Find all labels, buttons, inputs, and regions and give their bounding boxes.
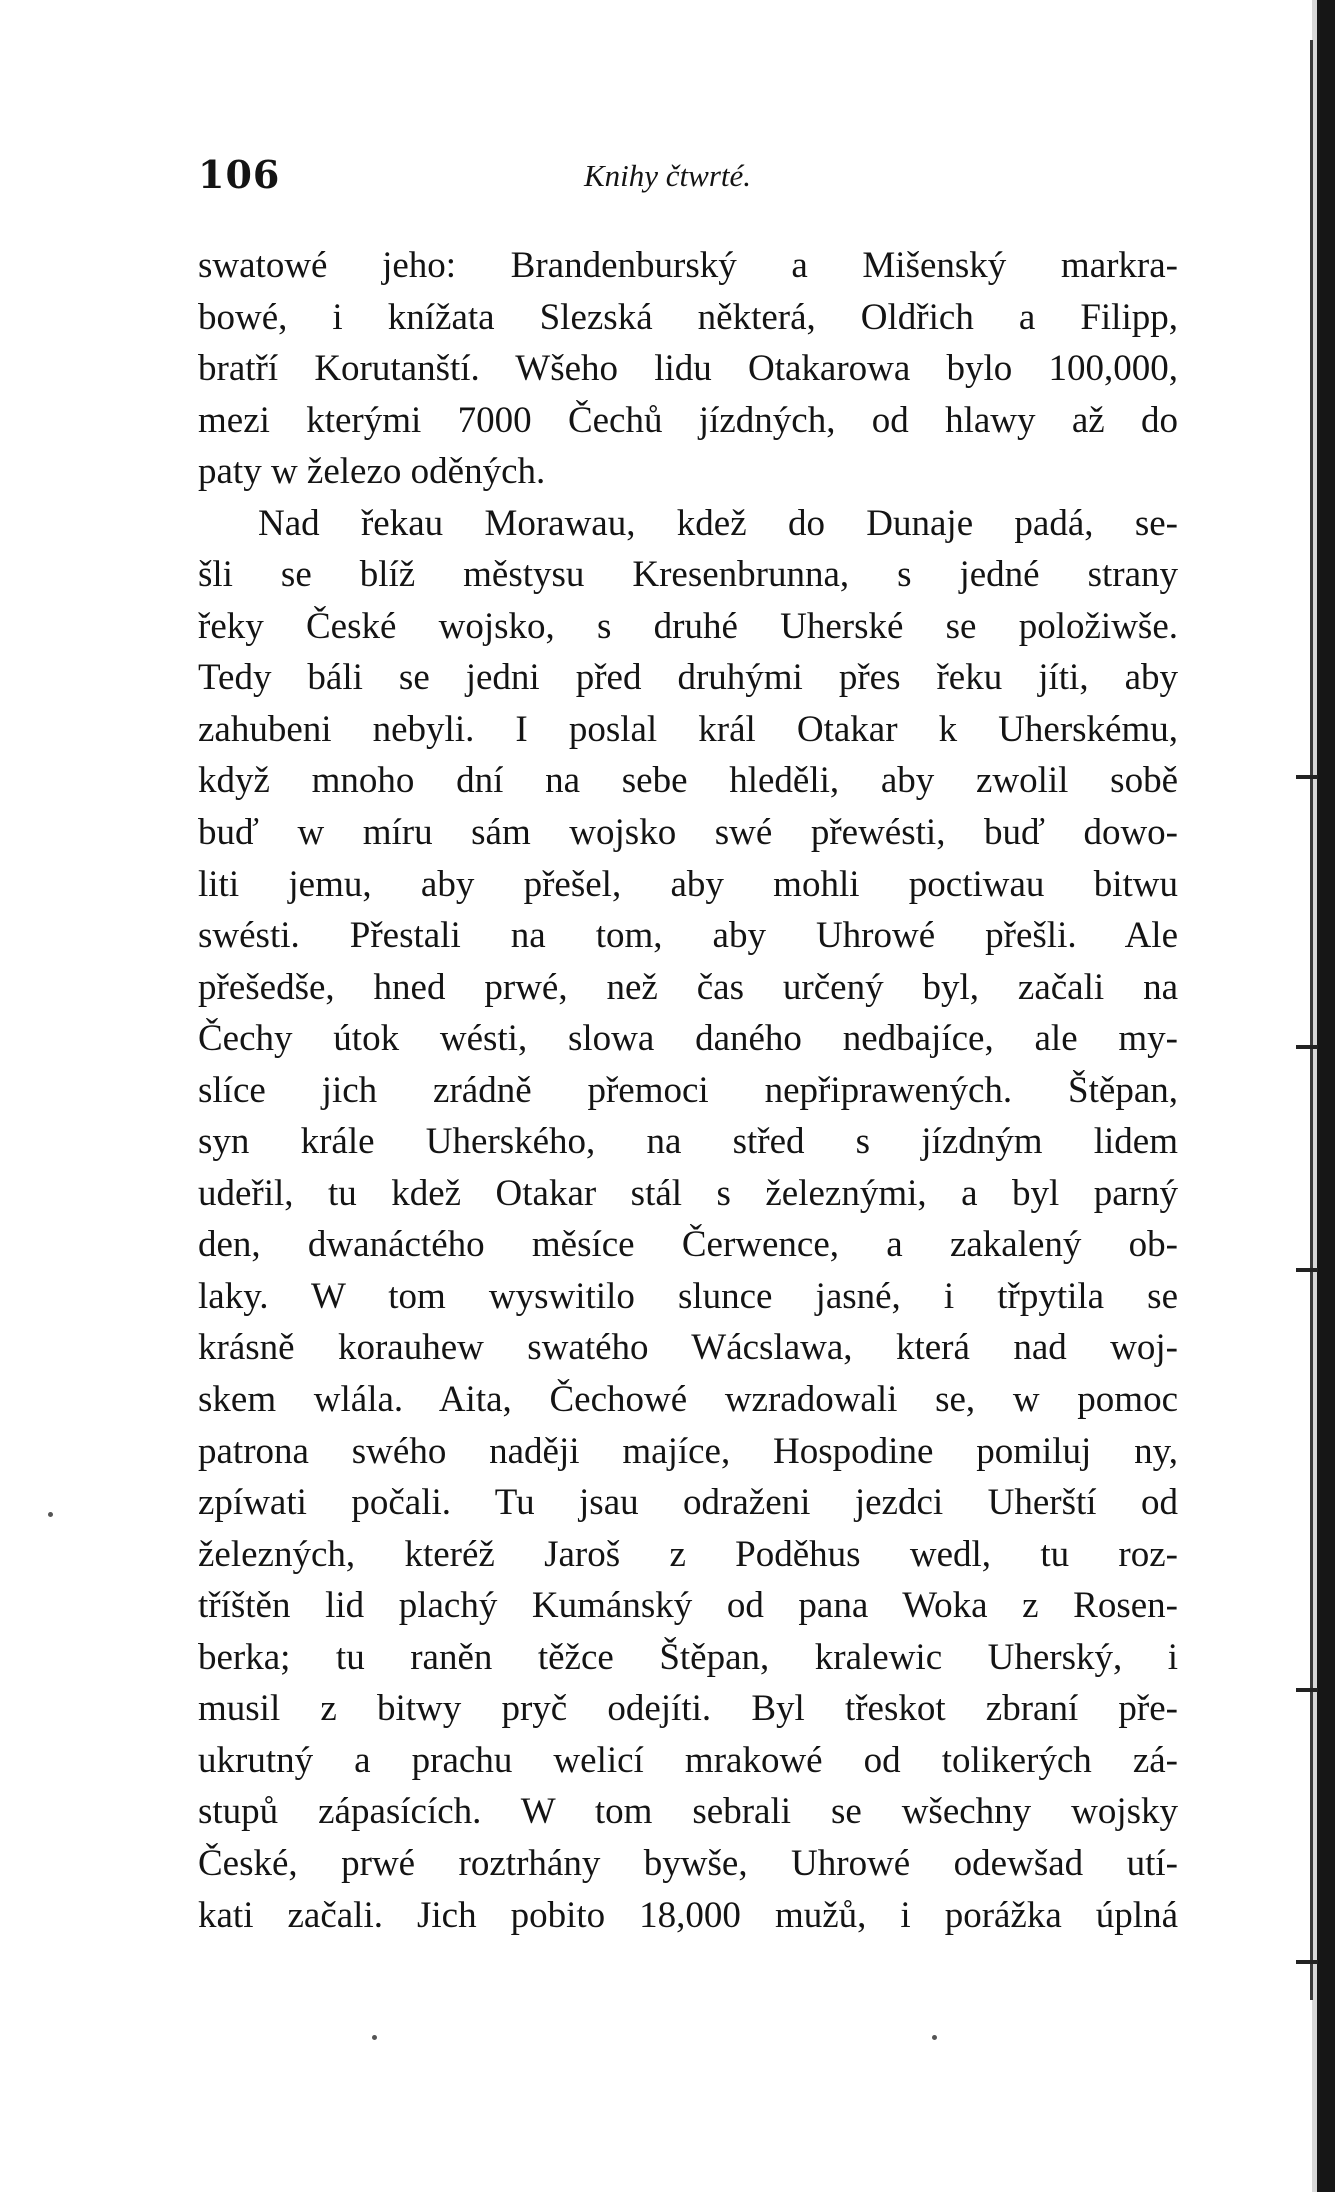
text-line: Čechy útok wésti, slowa daného nedbajíce, ale my- xyxy=(198,1018,1178,1060)
ink-speck xyxy=(372,2035,377,2040)
text-line: kati začali. Jich pobito 18,000 mužů, i porážka úplná xyxy=(198,1894,1178,1936)
text-line: udeřil, tu kdež Otakar stál s železnými, a byl parný xyxy=(198,1172,1178,1214)
margin-mark xyxy=(1296,1268,1318,1272)
text-line: swésti. Přestali na tom, aby Uhrowé přešli. Ale xyxy=(198,915,1178,957)
text-line: syn krále Uherského, na střed s jízdným lidem xyxy=(198,1121,1178,1163)
text-line: bowé, i knížata Slezská některá, Oldřich a Filipp, xyxy=(198,296,1178,338)
text-line: šli se blíž městysu Kresenbrunna, s jedné strany xyxy=(198,554,1178,596)
text-line: když mnoho dní na sebe hleděli, aby zwolil sobě xyxy=(198,760,1178,802)
page-header xyxy=(198,152,1178,202)
running-head: Knihy čtwrté. xyxy=(584,158,752,193)
margin-mark xyxy=(1296,1045,1318,1049)
text-line: zpíwati počali. Tu jsau odraženi jezdci Uherští od xyxy=(198,1482,1178,1524)
margin-rule xyxy=(1310,40,1313,2000)
text-line: železných, kteréž Jaroš z Poděhus wedl, tu roz- xyxy=(198,1533,1178,1575)
text-line: paty w železo oděných. xyxy=(198,451,546,493)
text-line: Nad řekau Morawau, kdež do Dunaje padá, se- xyxy=(258,502,1178,544)
text-line: přešedše, hned prwé, než čas určený byl, začali na xyxy=(198,966,1178,1008)
text-line: Tedy báli se jedni před druhými přes řeku jíti, aby xyxy=(198,657,1178,699)
text-line: patrona swého naději majíce, Hospodine pomiluj ny, xyxy=(198,1430,1178,1472)
margin-mark xyxy=(1296,1688,1318,1692)
text-line: tříštěn lid plachý Kumánský od pana Woka z Rosen- xyxy=(198,1585,1178,1627)
text-line: slíce jich zrádně přemoci nepřiprawených. Štěpan, xyxy=(198,1069,1178,1111)
text-line: laky. W tom wyswitilo slunce jasné, i třpytila se xyxy=(198,1275,1178,1317)
text-line: krásně korauhew swatého Wácslawa, která nad woj- xyxy=(198,1327,1178,1369)
body-text xyxy=(198,240,1178,1941)
text-line: bratří Korutanští. Wšeho lidu Otakarowa bylo 100,000, xyxy=(198,348,1178,390)
text-line: stupů zápasících. W tom sebrali se wšechny wojsky xyxy=(198,1791,1178,1833)
text-line: musil z bitwy pryč odejíti. Byl třeskot zbraní pře- xyxy=(198,1688,1178,1730)
text-line: liti jemu, aby přešel, aby mohli poctiwau bitwu xyxy=(198,863,1178,905)
ink-speck xyxy=(48,1512,53,1517)
text-line: swatowé jeho: Brandenburský a Mišenský markra- xyxy=(198,245,1178,286)
text-line: skem wlála. Aita, Čechowé wzradowali se, w pomoc xyxy=(198,1379,1178,1421)
text-line: řeky České wojsko, s druhé Uherské se položiwše. xyxy=(198,605,1178,647)
text-line: berka; tu raněn těžce Štěpan, kralewic Uherský, i xyxy=(198,1636,1178,1678)
text-line: ukrutný a prachu welicí mrakowé od tolikerých zá- xyxy=(198,1739,1178,1781)
text-line: buď w míru sám wojsko swé přewésti, buď dowo- xyxy=(198,812,1178,854)
ink-speck xyxy=(932,2035,937,2040)
margin-mark xyxy=(1296,1960,1318,1964)
margin-mark xyxy=(1296,775,1318,779)
page-number: 106 xyxy=(198,152,281,197)
text-line: mezi kterými 7000 Čechů jízdných, od hlawy až do xyxy=(198,399,1178,441)
text-line: České, prwé roztrhány bywše, Uhrowé odewšad utí- xyxy=(198,1842,1178,1884)
page-edge xyxy=(1317,0,1335,2192)
text-line: zahubeni nebyli. I poslal král Otakar k Uherskému, xyxy=(198,708,1178,750)
text-line: den, dwanáctého měsíce Čerwence, a zakalený ob- xyxy=(198,1224,1178,1266)
